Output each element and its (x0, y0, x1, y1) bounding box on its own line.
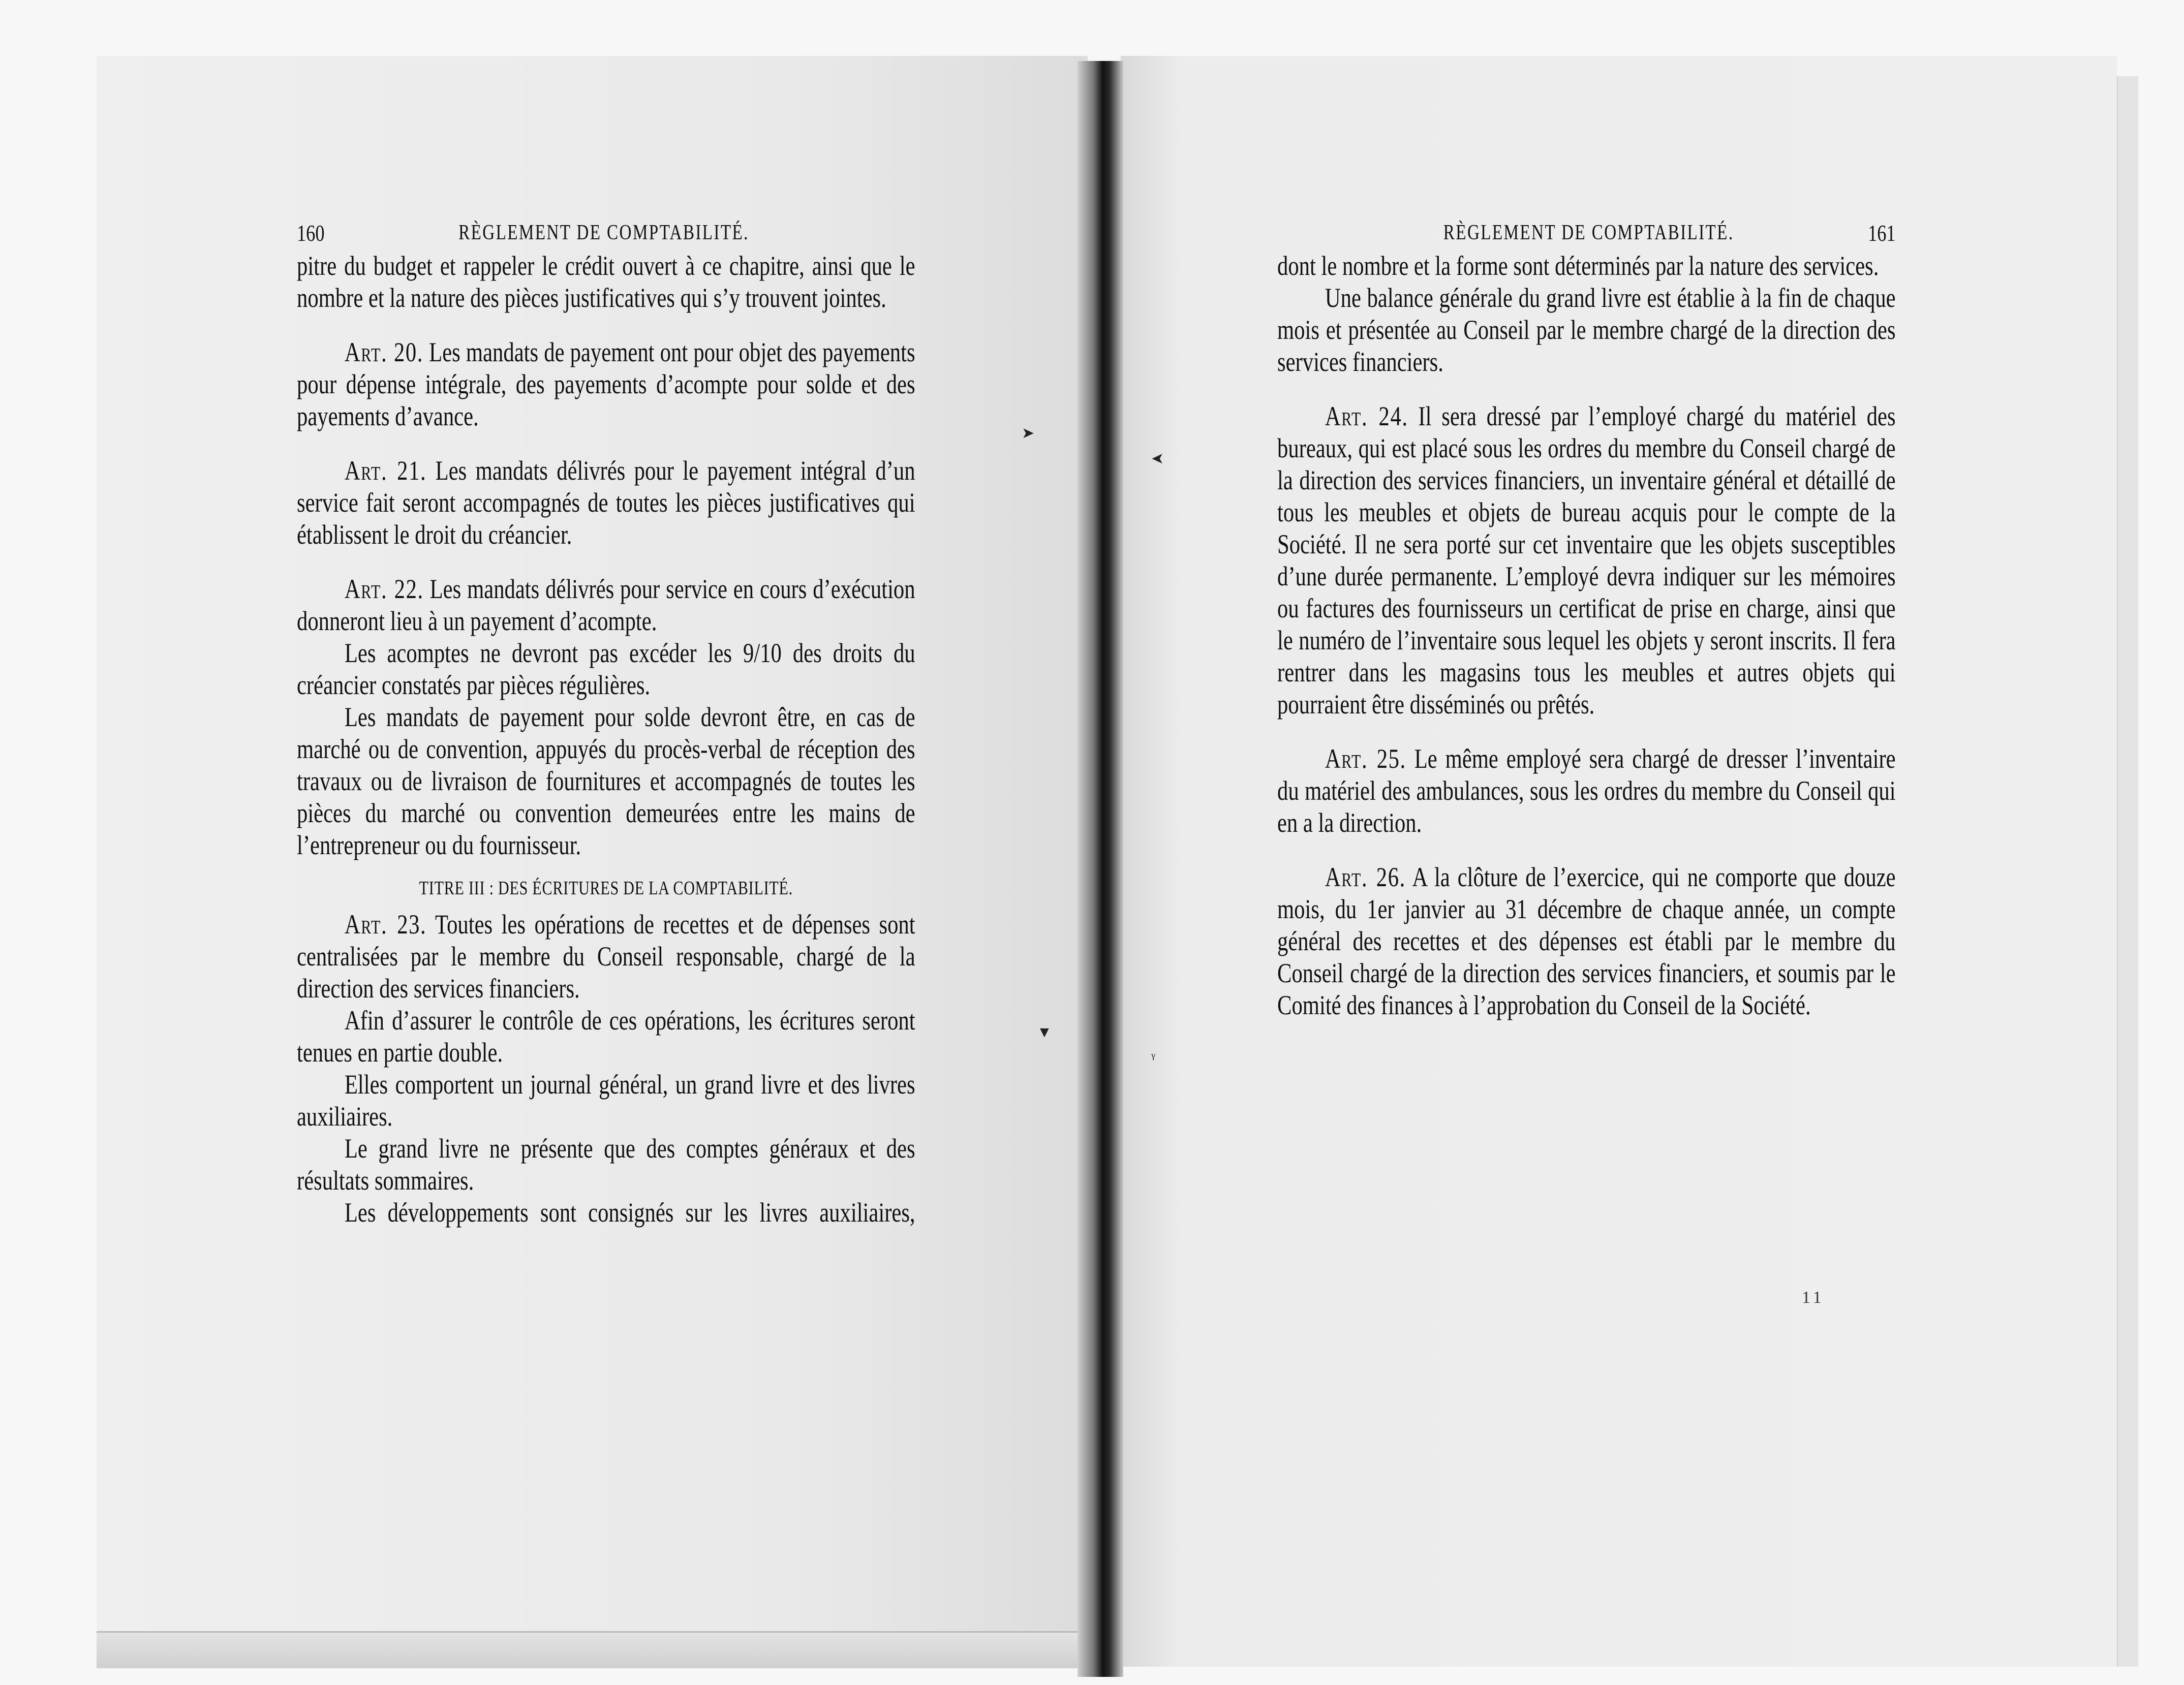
paragraph: Elles comportent un journal général, un grand livre et des livres auxiliaires. (297, 1069, 915, 1132)
paragraph: Afin d’assurer le contrôle de ces opérations, les écritures seront tenues en partie double. (297, 1005, 915, 1068)
paragraph: Le grand livre ne présente que des comptes généraux et des résultats sommaires. (297, 1133, 915, 1196)
paragraph: Les mandats de payement pour solde devront être, en cas de marché ou de convention, appuyés du procès-verbal de réception des travaux ou de livraison de fournitures et accompagnés de toutes les pièces du marché ou convention demeurées entre les mains de l’entrepreneur ou du fournisseur. (297, 702, 915, 860)
signature-mark: 11 (1802, 1288, 1825, 1307)
paragraph: Les développements sont consignés sur les livres auxiliaires, (344, 1197, 915, 1228)
margin-mark-icon: ➤ (1151, 450, 1164, 467)
article-23: Art. 23. Toutes les opérations de recettes et de dépenses sont centralisées par le membre du Conseil responsable, chargé de la direction des services financiers. (297, 909, 915, 1004)
article-24: Art. 24. Il sera dressé par l’employé chargé du matériel des bureaux, qui est placé sous les ordres du membre du Conseil chargé de la direction des services financiers, un inventaire général et détaillé de tous les meubles et objets de bureau acquis pour le compte de la Société. Il ne sera porté sur cet inventaire que les objets susceptibles d’une durée permanente. L’employé devra indiquer sur les mémoires ou factures des fournisseurs un certificat de prise en charge, ainsi que le numéro de l’inventaire sous lequel les objets y seront inscrits. Il fera rentrer dans les magasins tous les meubles et autres objets qui pourraient être disséminés ou prêtés. (1277, 401, 1896, 720)
paragraph: Une balance générale du grand livre est établie à la fin de chaque mois et présentée au Conseil par le membre chargé de la direction des services financiers. (1277, 283, 1896, 377)
section-title: TITRE III : DES ÉCRITURES DE LA COMPTABILITÉ. (419, 878, 793, 899)
margin-mark-icon: ▼ (1037, 1024, 1052, 1041)
right-sheet-edge (2117, 76, 2138, 1667)
page-number: 161 (1868, 220, 1896, 246)
article-20: Art. 20. Les mandats de payement ont pour objet des payements pour dépense intégrale, des payements d’acompte pour solde et des payements d’avance. (297, 337, 915, 431)
article-21: Art. 21. Les mandats délivrés pour le payement intégral d’un service fait seront accompagnés de toutes les pièces justificatives qui établissent le droit du créancier. (297, 455, 915, 550)
running-head-title: RÈGLEMENT DE COMPTABILITÉ. (1443, 221, 1734, 244)
margin-mark-icon: ➤ (1022, 425, 1035, 442)
page-number: 160 (297, 220, 325, 246)
paragraph: pitre du budget et rappeler le crédit ouvert à ce chapitre, ainsi que le nombre et la nature des pièces justificatives qui s’y trouvent jointes. (297, 251, 915, 313)
article-25: Art. 25. Le même employé sera chargé de dresser l’inventaire du matériel des ambulances, sous les ordres du membre du Conseil qui en a la direction. (1277, 743, 1896, 838)
article-26: Art. 26. A la clôture de l’exercice, qui ne comporte que douze mois, du 1er janvier au 31 décembre de chaque année, un compte général des recettes et des dépenses est établi par le membre du Conseil chargé de la direction des services financiers, et soumis par le Comité des finances à l’approbation du Conseil de la Société. (1277, 862, 1896, 1020)
paragraph: Les acomptes ne devront pas excéder les 9/10 des droits du créancier constatés par pièces régulières. (297, 638, 915, 700)
article-22: Art. 22. Les mandats délivrés pour service en cours d’exécution donneront lieu à un payement d’acompte. (297, 574, 915, 636)
margin-mark-icon: ᵞ (1151, 1049, 1155, 1066)
book-spine (1078, 61, 1123, 1677)
paragraph: dont le nombre et la forme sont déterminés par la nature des services. (1277, 251, 1879, 281)
left-page-text (297, 213, 915, 1229)
right-page-text (1277, 213, 1896, 1021)
running-head (1277, 213, 1896, 249)
running-head-title: RÈGLEMENT DE COMPTABILITÉ. (458, 221, 749, 244)
page-edges (97, 1631, 1088, 1668)
running-head (297, 213, 915, 249)
